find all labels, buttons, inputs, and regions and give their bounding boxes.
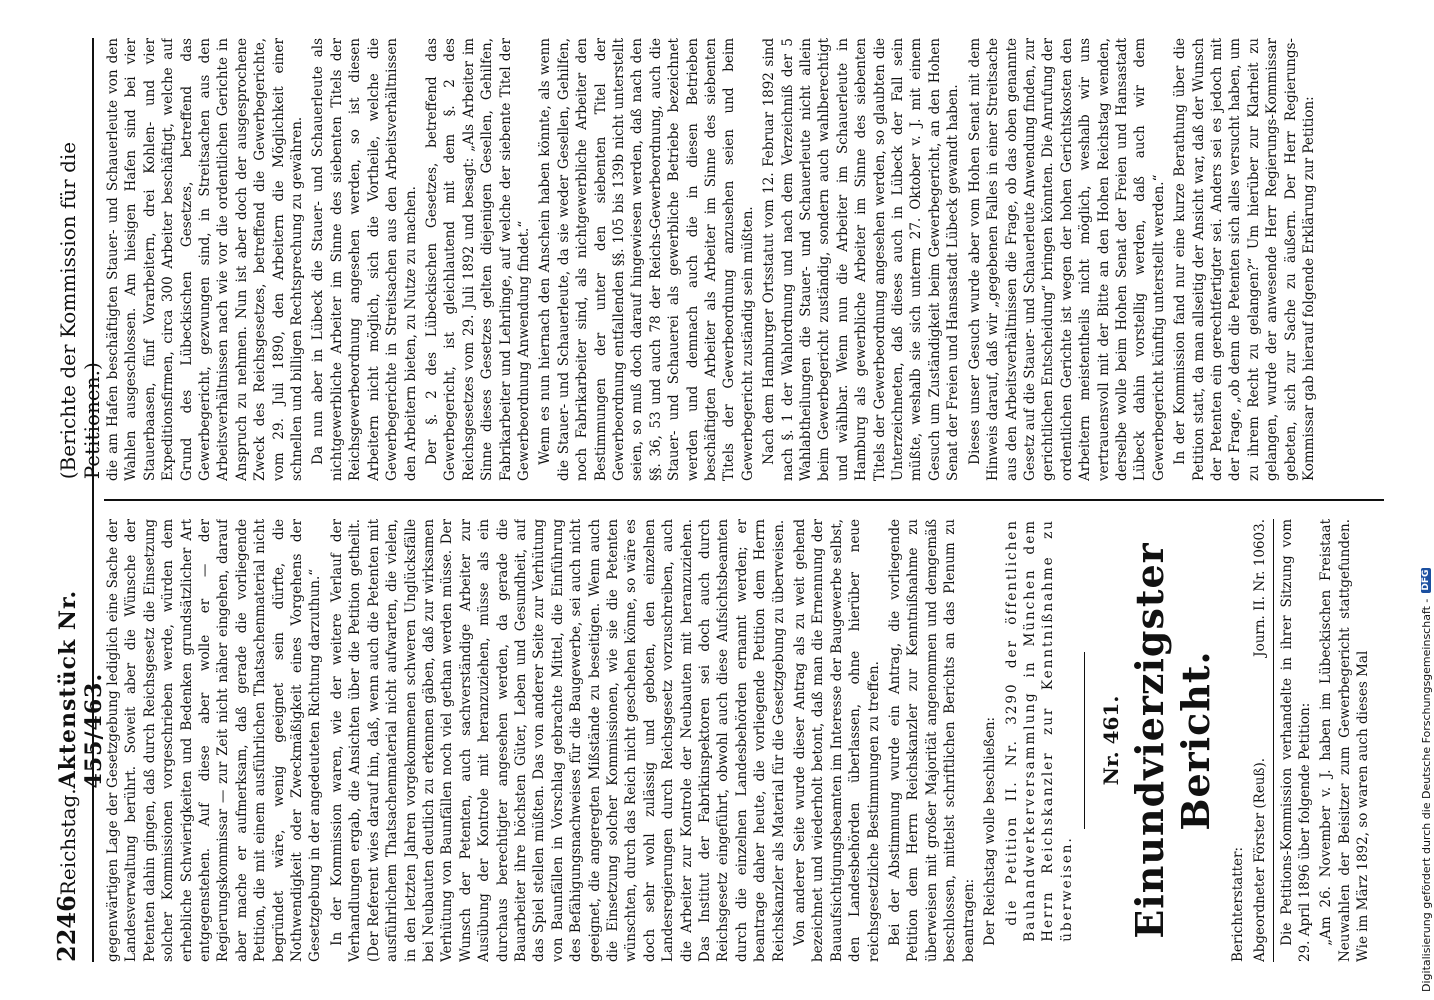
credit-text: Digitalisierung gefördert durch die Deutsche Forschungsgemeinschaft - xyxy=(1419,598,1433,992)
paragraph: In der Kommission waren, wie der weitere Verlauf der Verhandlungen ergab, die Ansichten über die Petition getheilt. (Der Referent wies darauf hin, daß, wenn auch die Petenten mit ausführlichem Thatsachenmaterial nicht aufwarten, die vielen, in den letzten Jahren vorgekommenen schweren Unglücksfälle bei Neubauten deutlich zu erkennen gäben, daß zur wirksamen Verhütung von Baunfällen noch viel gethan werden müsse. Der Wunsch der Petenten, auch sachverständige Arbeiter zur Ausübung der Kontrole mit heranzuziehen, müsse als ein durchaus berechtigter angesehen werden, da gerade die Bauarbeiter ihre höchsten Güter, Leben und Gesundheit, auf das Spiel stellen müßten. Das von anderer Seite zur Verhütung von Baunfällen in Vorschlag gebrachte Mittel, die Einführung des Befähigungsnachweises für die Baugewerbe, sei auch nicht geeignet, die angeregten Mißstände zu beseitigen. Wenn auch die Einsetzung solcher Kommissionen, wie sie die Petenten wünschten, durch das Reich nicht geschehen könne, so wäre es doch sehr wohl zulässig und geboten, den einzelnen Landesregierungen durch Reichsgesetz vorzuschreiben, auch die Arbeiter zur Kontrole der Neubauten mit heranzuziehen. Das Institut der Fabrikinspektoren sei doch auch durch Reichsgesetz eingeführt, obwohl auch diese Aufsichtsbeamten durch die einzelnen Landesbehörden ernannt werden; er beantrage daher heute, die vorliegende Petition dem Herrn Reichskanzler als Material für die Gesetzgebung zu überweisen. xyxy=(328,519,787,962)
paragraph: Bei der Abstimmung wurde ein Antrag, die vorliegende Petition dem Herrn Reichskanzler zur Kenntnißnahme zu überweisen mit großer Majorität angenommen und demgemäß beschlossen, mittelst schriftlichen Berichts an das Plenum zu beantragen: xyxy=(887,519,977,962)
paragraph: Wenn es nun hiernach den Anschein haben könnte, als wenn die Stauer- und Schauerleute, da sie weder Gesellen, Gehilfen, noch Fabrikarbeiter sind, als nichtgewerbliche Arbeiter den Bestimmungen der unter den siebenten Titel der Gewerbeordnung entfallenden §§. 105 bis 139b nicht unterstellt seien, so muß doch darauf hingewiesen werden, daß nach den §§. 36, 53 und auch 78 der Reichs-Gewerbeordnung, auch die Stauer- und Schauerei als gewerbliche Betriebe bezeichnet werden und demnach auch die in diesen Betrieben beschäftigten Arbeiter als Arbeiter im Sinne des siebenten Titels der Gewerbeordnung anzusehen seien und beim Gewerbegericht zuständig sein müßten. xyxy=(537,38,756,481)
paragraph: „Am 26. November v. J. haben im Lübeckischen Freistaat Neuwahlen der Beisitzer zum Gewerbegericht stattgefunden. Wie im März 1892, so waren auch dieses Mal xyxy=(1318,519,1372,962)
paragraph: Die Petitions-Kommission verhandelte in ihrer Sitzung vom 29. April 1896 über folgende Petition: xyxy=(1278,519,1313,962)
header-left: Reichstag. xyxy=(56,788,80,896)
digitization-credit xyxy=(1418,2,1434,992)
report-number: Nr. 461. xyxy=(1099,695,1124,786)
scanned-page xyxy=(40,20,1400,980)
motion-intro: Der Reichstag wolle beschließen: xyxy=(982,716,999,946)
paragraph: gegenwärtigen Lage der Gesetzgebung lediglich eine Sache der Landesverwaltung berührt. Soweit aber die Wünsche der Petenten dahin gingen, daß durch Reichsgesetz die Einsetzung solcher Kommissionen vorgeschrieben werde, würden dem erhebliche Schwierigkeiten und Bedenken grundsätzlicher Art entgegenstehen. Auf diese aber wolle er — der Regierungskommissar — zur Zeit nicht näher eingehen, darauf aber mache er aufmerksam, daß gerade die vorliegende Petition, die mit einem ausführlichen Thatsachenmaterial nicht begründet wäre, wenig geeignet sein dürfte, die Nothwendigkeit oder Zweckmäßigkeit eines Vorgehens der Gesetzgebung in der angedeuteten Richtung darzuthun.“ xyxy=(105,519,324,962)
reporter-line xyxy=(1251,519,1269,962)
motion-text: die Petition II. Nr. 3290 der öffentlichen Bauhandwerkerversammlung in München dem Herrn Reichskanzler zur Kenntnißnahme zu überweisen. xyxy=(1003,519,1075,942)
divider xyxy=(1273,519,1274,962)
column-rule xyxy=(104,499,1384,501)
paragraph: Dieses unser Gesuch wurde aber vom Hohen Senat mit dem Hinweis darauf, daß wir „gegebenen Falles in einer Streitsache aus den Arbeitsverhältnissen die Frage, ob das oben genannte Gesetz auf die Stauer- und Schauerleute Anwendung finden, zur gerichtlichen Entscheidung“ bringen könnten. Die Anrufung der ordentlichen Gerichte ist wegen der hohen Gerichtskosten den Arbeitern meistentheils nicht möglich, weshalb wir uns vertrauensvoll mit der Bitte an den Hohen Reichstag wenden, derselbe wolle beim Hohen Senat der Freien und Hansastadt Lübeck dahin vorstellig werden, daß auch wir dem Gewerbegericht künftig unterstellt werden.“ xyxy=(966,38,1167,481)
paragraph: die am Hafen beschäftigten Stauer- und Schauerleute von den Wahlen ausgeschlossen. Am hiesigen Hafen sind bei vier Stauerbaasen, fünf Vorarbeitern, drei Kohlen- und vier Expeditionsfirmen, circa 300 Arbeiter beschäftigt, welche auf Grund des Lübeckischen Gesetzes, betreffend das Gewerbegericht, gezwungen sind, in Streitsachen aus den Arbeitsverhältnissen nach wie vor die ordentlichen Gerichte in Anspruch zu nehmen. Nun ist aber doch der ausgesprochene Zweck des Reichsgesetzes, betreffend die Gewerbegerichte, vom 29. Juli 1890, den Arbeitern die Möglichkeit einer schnellen und billigen Rechtsprechung zu gewähren. xyxy=(105,38,306,481)
dfg-logo: DFG xyxy=(1421,569,1431,591)
reporter-name: Abgeordneter Förster (Reuß). xyxy=(1251,757,1268,962)
page-number: 2246 xyxy=(52,895,81,962)
paragraph: Der §. 2 des Lübeckischen Gesetzes, betreffend das Gewerbegericht, ist gleichlautend mit dem §. 2 des Reichsgesetzes vom 29. Juli 1892 und besagt: „Als Arbeiter im Sinne dieses Gesetzes gelten diejenigen Gesellen, Gehilfen, Fabrikarbeiter und Lehrlinge, auf welche der siebente Titel der Gewerbeordnung Anwendung findet.“ xyxy=(423,38,532,481)
right-column xyxy=(104,38,1384,481)
divider xyxy=(1084,652,1085,829)
report-title: Einundvierzigster Bericht. xyxy=(1127,542,1219,939)
paragraph: In der Kommission fand nur eine kurze Berathung über die Petition statt, da man allseitig der Ansicht war, daß der Wunsch der Petenten ein gerechtfertigter sei. Anders sei es jedoch mit der Frage, „ob denn die Petenten sich alles versucht haben, um zu ihrem Recht zu gelangen?“ Um hierüber zur Klarheit zu gelangen, wurde der anwesende Herr Regierungs-Kommissar gebeten, sich zur Sache zu äußern. Der Herr Regierungs-Kommissar gab hierauf folgende Erklärung zur Petition: xyxy=(1172,38,1317,481)
paragraph: Nach dem Hamburger Ortsstatut vom 12. Februar 1892 sind nach §. 1 der Wahlordnung und nach dem Verzeichniß der 5 Wahlabtheilungen die Stauer- und Schauerleute nicht allein beim Gewerbegericht zuständig, sondern auch wahlberechtigt und wählbar. Wenn nun die Arbeiter im Schauerleute in Hamburg als gewerbliche Arbeiter im Sinne des siebenten Titels der Gewerbeordnung angesehen werden, so glaubten die Unterzeichneten, daß dieses auch in Lübeck der Fall sein müßte, weshalb sie sich unterm 27. Oktober v. J. mit einem Gesuch um Zuständigkeit beim Gewerbegericht, an den Hohen Senat der Freien und Hansastadt Lübeck gewandt haben. xyxy=(761,38,962,481)
page-header xyxy=(52,38,107,962)
journal-number: Journ. II. Nr. 10603. xyxy=(1251,519,1268,657)
paragraph: Von anderer Seite wurde dieser Antrag als zu weit gehend bezeichnet und wiederholt betont, daß man die Ernennung der Bauaufsichtigungsbeamten im Interesse der Baugewerbe selbst, den Landesbehörden überlassen, ohne hierüber neue reichsgesetzliche Bestimmungen zu treffen. xyxy=(792,519,882,962)
header-section: (Berichte der Kommission für die Petitionen.) xyxy=(56,141,104,480)
header-document-number: Aktenstück Nr. 455/463. xyxy=(55,589,107,789)
paragraph: Da nun aber in Lübeck die Stauer- und Schauerleute als nichtgewerbliche Arbeiter im Sinne des siebenten Titels der Reichsgewerbeordnung angesehen werden, so ist diesen Arbeitern nicht möglich, sich die Vortheile, welche die Gewerbegerichte in Streitsachen aus den Arbeitsverhältnissen den Arbeitern bieten, zu Nutze zu machen. xyxy=(310,38,419,481)
left-column xyxy=(104,519,1384,962)
reporter-label: Berichterstatter: xyxy=(1230,846,1247,962)
